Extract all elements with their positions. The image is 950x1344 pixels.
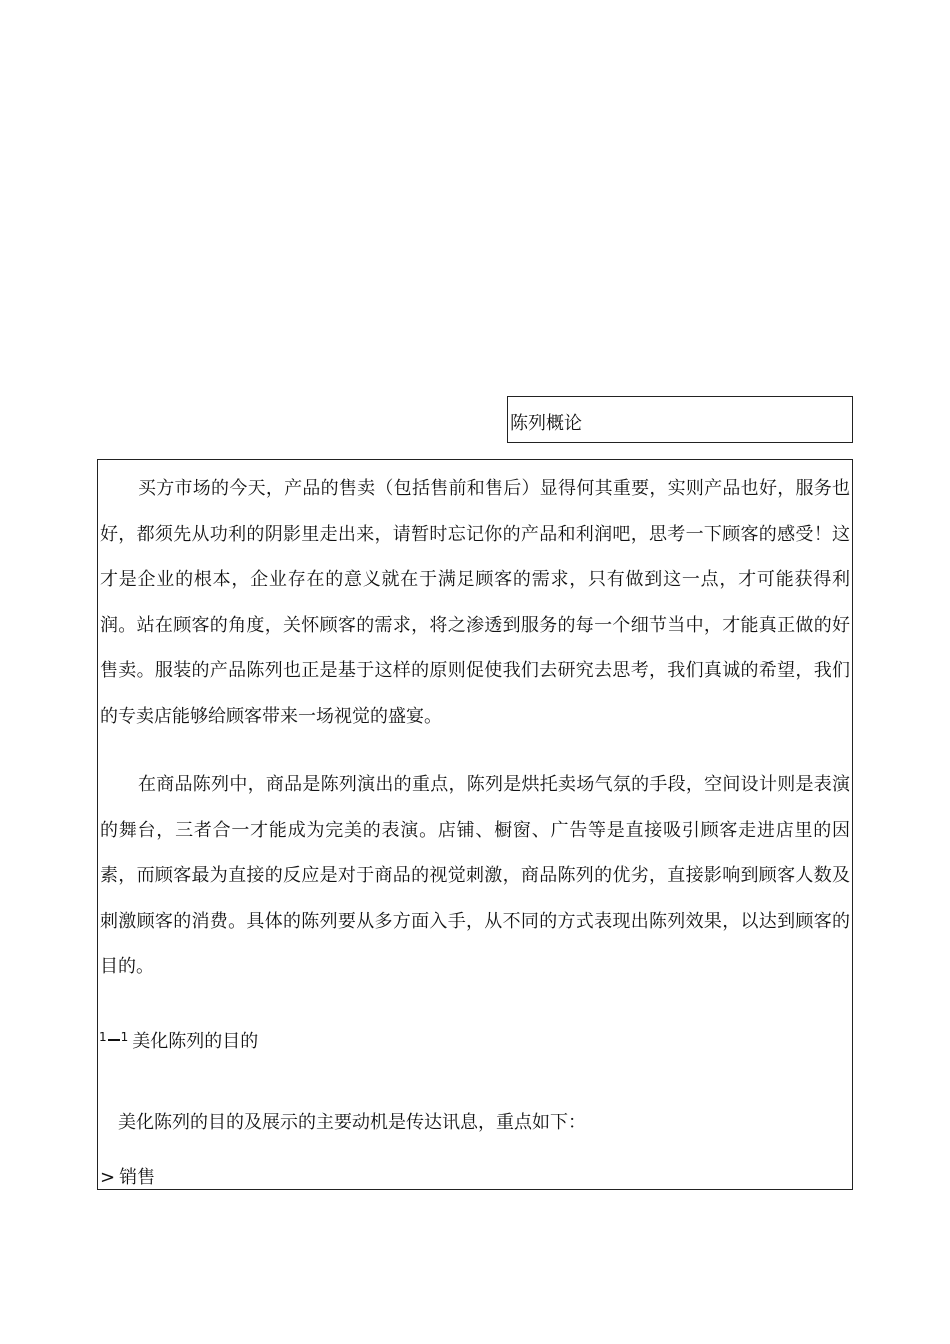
bullet-marker: > bbox=[100, 1167, 116, 1188]
bullet-item bbox=[100, 1163, 155, 1193]
section-number-major: 1 bbox=[99, 1030, 107, 1044]
section-number-minor: 1 bbox=[120, 1030, 129, 1044]
section-intro: 美化陈列的目的及展示的主要动机是传达讯息，重点如下： bbox=[118, 1112, 586, 1133]
section-heading bbox=[99, 1022, 258, 1057]
content-box bbox=[97, 459, 853, 1190]
document-title-box bbox=[507, 396, 853, 443]
section-heading-label: 美化陈列的目的 bbox=[132, 1031, 259, 1052]
paragraph-display: 在商品陈列中，商品是陈列演出的重点，陈列是烘托卖场气氛的手段，空间设计则是表演的舞台，三者合一才能成为完美的表演。店铺、橱窗、广告等是直接吸引顾客走进店里的因素，而顾客最为直接的反应是对于商品的视觉刺激，商品陈列的优劣，直接影响到顾客人数及刺激顾客的消费。具体的陈列要从多方面入手，从不同的方式表现出陈列效果，以达到顾客的目的。 bbox=[100, 774, 850, 978]
paragraph-intro: 买方市场的今天，产品的售卖（包括售前和售后）显得何其重要，实则产品也好，服务也好，都须先从功利的阴影里走出来，请暂时忘记你的产品和利润吧，思考一下顾客的感受！这才是企业的根本，企业存在的意义就在于满足顾客的需求，只有做到这一点，才可能获得利润。站在顾客的角度，关怀顾客的需求，将之渗透到服务的每一个细节当中，才能真正做的好售卖。服装的产品陈列也正是基于这样的原则促使我们去研究去思考，我们真诚的希望，我们的专卖店能够给顾客带来一场视觉的盛宴。 bbox=[100, 478, 850, 727]
bullet-item-label: 销售 bbox=[119, 1167, 156, 1188]
section-number-dash bbox=[108, 1039, 120, 1041]
document-title: 陈列概论 bbox=[510, 413, 582, 434]
